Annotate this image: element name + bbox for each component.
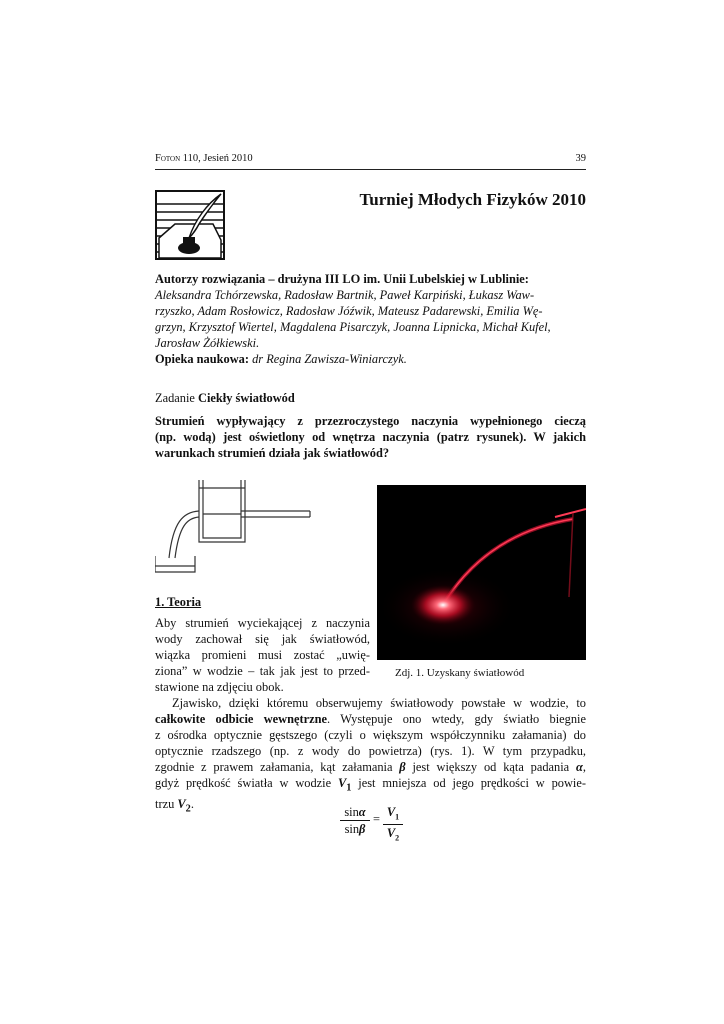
emphasis-term: całkowite odbicie wewnętrzne <box>155 712 328 726</box>
theory-paragraph <box>155 695 586 818</box>
theory-text: jest większy od kąta padania <box>405 760 577 774</box>
v1-subscript: 1 <box>395 812 400 822</box>
theory-line <box>155 711 586 727</box>
authors-block <box>155 271 586 367</box>
theory-line: wody zachował się jak światłowód, <box>155 632 370 646</box>
v2-symbol: V <box>386 826 396 841</box>
theory-line: stawione na zdjęciu obok. <box>155 680 284 694</box>
theory-text: jest mniejsza od jego prędkości w powie- <box>351 776 586 790</box>
page-title: Turniej Młodych Fizyków 2010 <box>359 190 586 209</box>
sin-label: sin <box>344 822 360 836</box>
beta-symbol: β <box>359 822 366 836</box>
alpha-symbol: α <box>576 760 583 774</box>
theory-line: wiązka promieni musi zostać „uwię- <box>155 648 370 662</box>
theory-text: . Występuje ono wtedy, gdy światło biegnie <box>327 712 586 726</box>
theory-text: zgodnie z prawem załamania, kąt załamania <box>155 760 400 774</box>
theory-line: Aby strumień wyciekającej z naczynia <box>155 616 370 630</box>
theory-text: gdyż prędkość światła w wodzie <box>155 776 338 790</box>
task-prefix: Zadanie <box>155 391 198 405</box>
task-question <box>155 413 586 461</box>
journal-name: Foton <box>155 153 181 164</box>
v1-symbol: V <box>337 776 347 790</box>
running-header <box>155 153 586 169</box>
equals-sign: = <box>373 812 380 826</box>
v2-subscript: 2 <box>185 803 191 815</box>
quill-inkwell-icon <box>155 190 225 260</box>
v2-symbol: V <box>177 797 186 812</box>
journal-issue: 110, Jesień 2010 <box>180 153 253 164</box>
theory-column-text <box>155 615 370 695</box>
header-rule <box>155 169 586 170</box>
task-name: Ciekły światłowód <box>198 391 295 405</box>
question-line: Strumień wypływający z przezroczystego naczynia wypełnionego cieczą <box>155 414 586 428</box>
beta-symbol: β <box>399 760 406 774</box>
v1-subscript: 1 <box>346 782 352 794</box>
formula-left-fraction <box>340 805 370 837</box>
authors-line: Aleksandra Tchórzewska, Radosław Bartnik, Paweł Karpiński, Łukasz Waw- <box>155 288 535 302</box>
theory-text: trzu <box>155 797 178 812</box>
theory-line: ziona” w wodzie – tak jak jest to przed- <box>155 664 370 678</box>
authors-line: rzyszko, Adam Rosłowicz, Radosław Jóźwik, Mateusz Padarewski, Emilia Wę- <box>155 304 543 318</box>
theory-line <box>155 775 586 796</box>
alpha-symbol: α <box>358 805 366 819</box>
theory-line: z ośrodka optycznie gęstszego (czyli o większym współczynniku załamania) do <box>155 728 586 742</box>
vessel-diagram <box>155 480 315 575</box>
authors-intro: Autorzy rozwiązania – drużyna III LO im. Unii Lubelskiej w Lublinie: <box>155 272 529 286</box>
theory-text: , <box>582 760 586 774</box>
theory-line: optycznie rzadszego (np. z wody do powietrza) (rys. 1). W tym przypadku, <box>155 744 586 758</box>
sin-label: sin <box>344 805 359 819</box>
theory-line: Zjawisko, dzięki któremu obserwujemy światłowody powstałe w wodzie, to <box>172 696 586 710</box>
photo-caption: Zdj. 1. Uzyskany światłowód <box>395 667 525 679</box>
light-guide-photo <box>377 485 586 660</box>
page-number: 39 <box>575 153 586 164</box>
supervision-label: Opieka naukowa: <box>155 352 249 366</box>
question-line: (np. wodą) jest oświetlony od wnętrza naczynia (patrz rysunek). W jakich <box>155 430 586 444</box>
journal-info <box>155 153 253 164</box>
section-heading: 1. Teoria <box>155 595 202 609</box>
authors-line: Jarosław Żółkiewski. <box>155 336 260 350</box>
supervision-line <box>155 351 586 367</box>
v1-symbol: V <box>386 805 396 819</box>
task-line <box>155 390 586 406</box>
v2-subscript: 2 <box>395 833 400 843</box>
authors-line: grzyn, Krzysztof Wiertel, Magdalena Pisarczyk, Joanna Lipnicka, Michał Kufel, <box>155 320 551 334</box>
theory-text: . <box>190 797 194 812</box>
formula-right-fraction <box>383 805 403 847</box>
question-line: warunkach strumień działa jak światłowód? <box>155 446 390 460</box>
theory-line <box>155 759 586 775</box>
snell-formula <box>340 805 410 845</box>
supervisor-name: dr Regina Zawisza-Winiarczyk. <box>252 352 407 366</box>
